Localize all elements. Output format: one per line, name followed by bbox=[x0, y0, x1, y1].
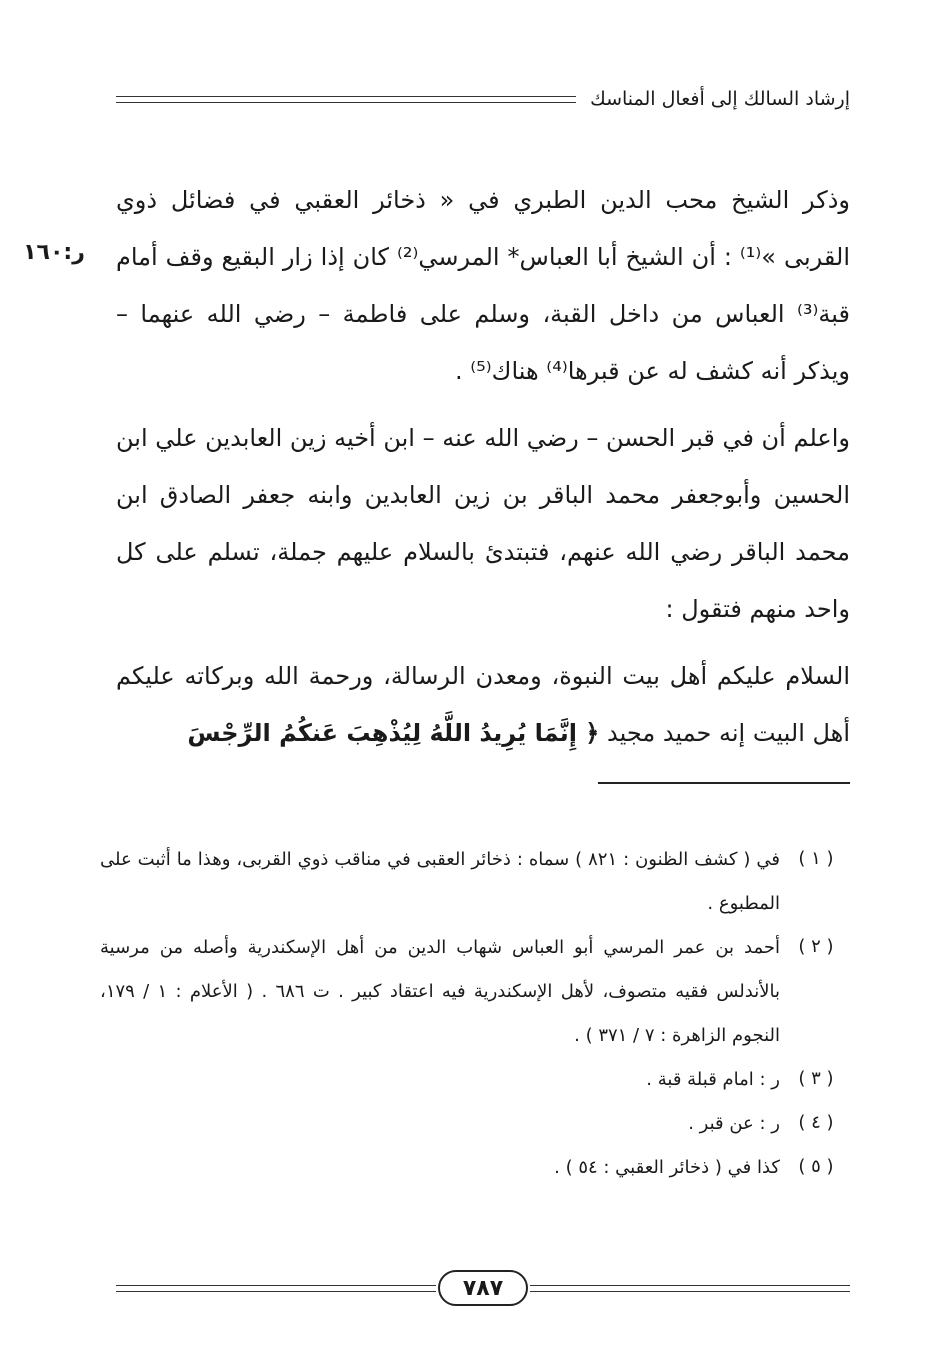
footnote-4 bbox=[100, 1102, 852, 1146]
footnote-separator bbox=[598, 782, 850, 784]
running-header bbox=[116, 82, 850, 116]
paragraph-2-text: واعلم أن في قبر الحسن – رضي الله عنه – ابن أخيه زين العابدين علي ابن الحسين وأبوجعفر محمد الباقر بن زين العابدين وابنه جعفر الصادق ابن محمد الباقر رضي الله عنهم، فتبتدئ بالسلام عليهم جملة، تسلم على كل واحد منهم فتقول : bbox=[116, 424, 850, 623]
margin-reference: ر:١٦٠ bbox=[23, 240, 85, 265]
footnote-5 bbox=[100, 1146, 852, 1190]
paragraph-3 bbox=[116, 648, 850, 762]
footnote-number: ( ٣ ) bbox=[798, 1068, 834, 1089]
footer-rule-left bbox=[116, 1285, 436, 1292]
page-number: ٧٨٧ bbox=[438, 1270, 528, 1306]
footnote-2 bbox=[100, 926, 852, 1058]
footnote-number: ( ٢ ) bbox=[798, 936, 834, 957]
page-footer bbox=[116, 1268, 850, 1308]
footnote-number: ( ١ ) bbox=[798, 848, 834, 869]
book-title: إرشاد السالك إلى أفعال المناسك bbox=[590, 88, 850, 110]
header-rule bbox=[116, 96, 576, 103]
paragraph-1-text: وذكر الشيخ محب الدين الطبري في « ذخائر العقبي في فضائل ذوي القربى »⁽¹⁾ : أن الشيخ أبا العباس* المرسي⁽²⁾ كان إذا زار البقيع وقف أمام قبة⁽³⁾ العباس من داخل القبة، وسلم على فاطمة – رضي الله عنهما – ويذكر أنه كشف له عن قبرها⁽⁴⁾ هناك⁽⁵⁾ . bbox=[116, 186, 850, 385]
footnote-number: ( ٤ ) bbox=[798, 1112, 834, 1133]
footer-rule-right bbox=[530, 1285, 850, 1292]
paragraph-3-text bbox=[116, 648, 850, 762]
footnote-text: ر : عن قبر . bbox=[688, 1113, 780, 1134]
footnote-1 bbox=[100, 838, 852, 926]
footnotes bbox=[100, 838, 852, 1190]
footnote-3 bbox=[100, 1058, 852, 1102]
footnote-text: أحمد بن عمر المرسي أبو العباس شهاب الدين من أهل الإسكندرية وأصله من مرسية بالأندلس فقيه متصوف، لأهل الإسكندرية فيه اعتقاد كبير . ت ٦٨٦ . ( الأعلام : ١ / ١٧٩، النجوم الزاهرة : ٧ / ٣٧١ ) . bbox=[100, 937, 780, 1046]
quran-verse: ﴿ إِنَّمَا يُرِيدُ اللَّهُ لِيُذْهِبَ عَنكُمُ الرِّجْسَ bbox=[187, 719, 600, 747]
footnote-number: ( ٥ ) bbox=[798, 1156, 834, 1177]
paragraph-2 bbox=[116, 410, 850, 638]
paragraph-1 bbox=[116, 172, 850, 400]
salutation-text: السلام عليكم أهل بيت النبوة، ومعدن الرسالة، ورحمة الله وبركاته عليكم أهل البيت إنه حميد مجيد bbox=[116, 662, 850, 747]
footnote-text: كذا في ( ذخائر العقبي : ٥٤ ) . bbox=[554, 1157, 780, 1178]
footnote-text: ر : امام قبلة قبة . bbox=[646, 1069, 780, 1090]
footnote-text: في ( كشف الظنون : ٨٢١ ) سماه : ذخائر العقبى في مناقب ذوي القربى، وهذا ما أثبت على المطبوع . bbox=[100, 849, 780, 914]
